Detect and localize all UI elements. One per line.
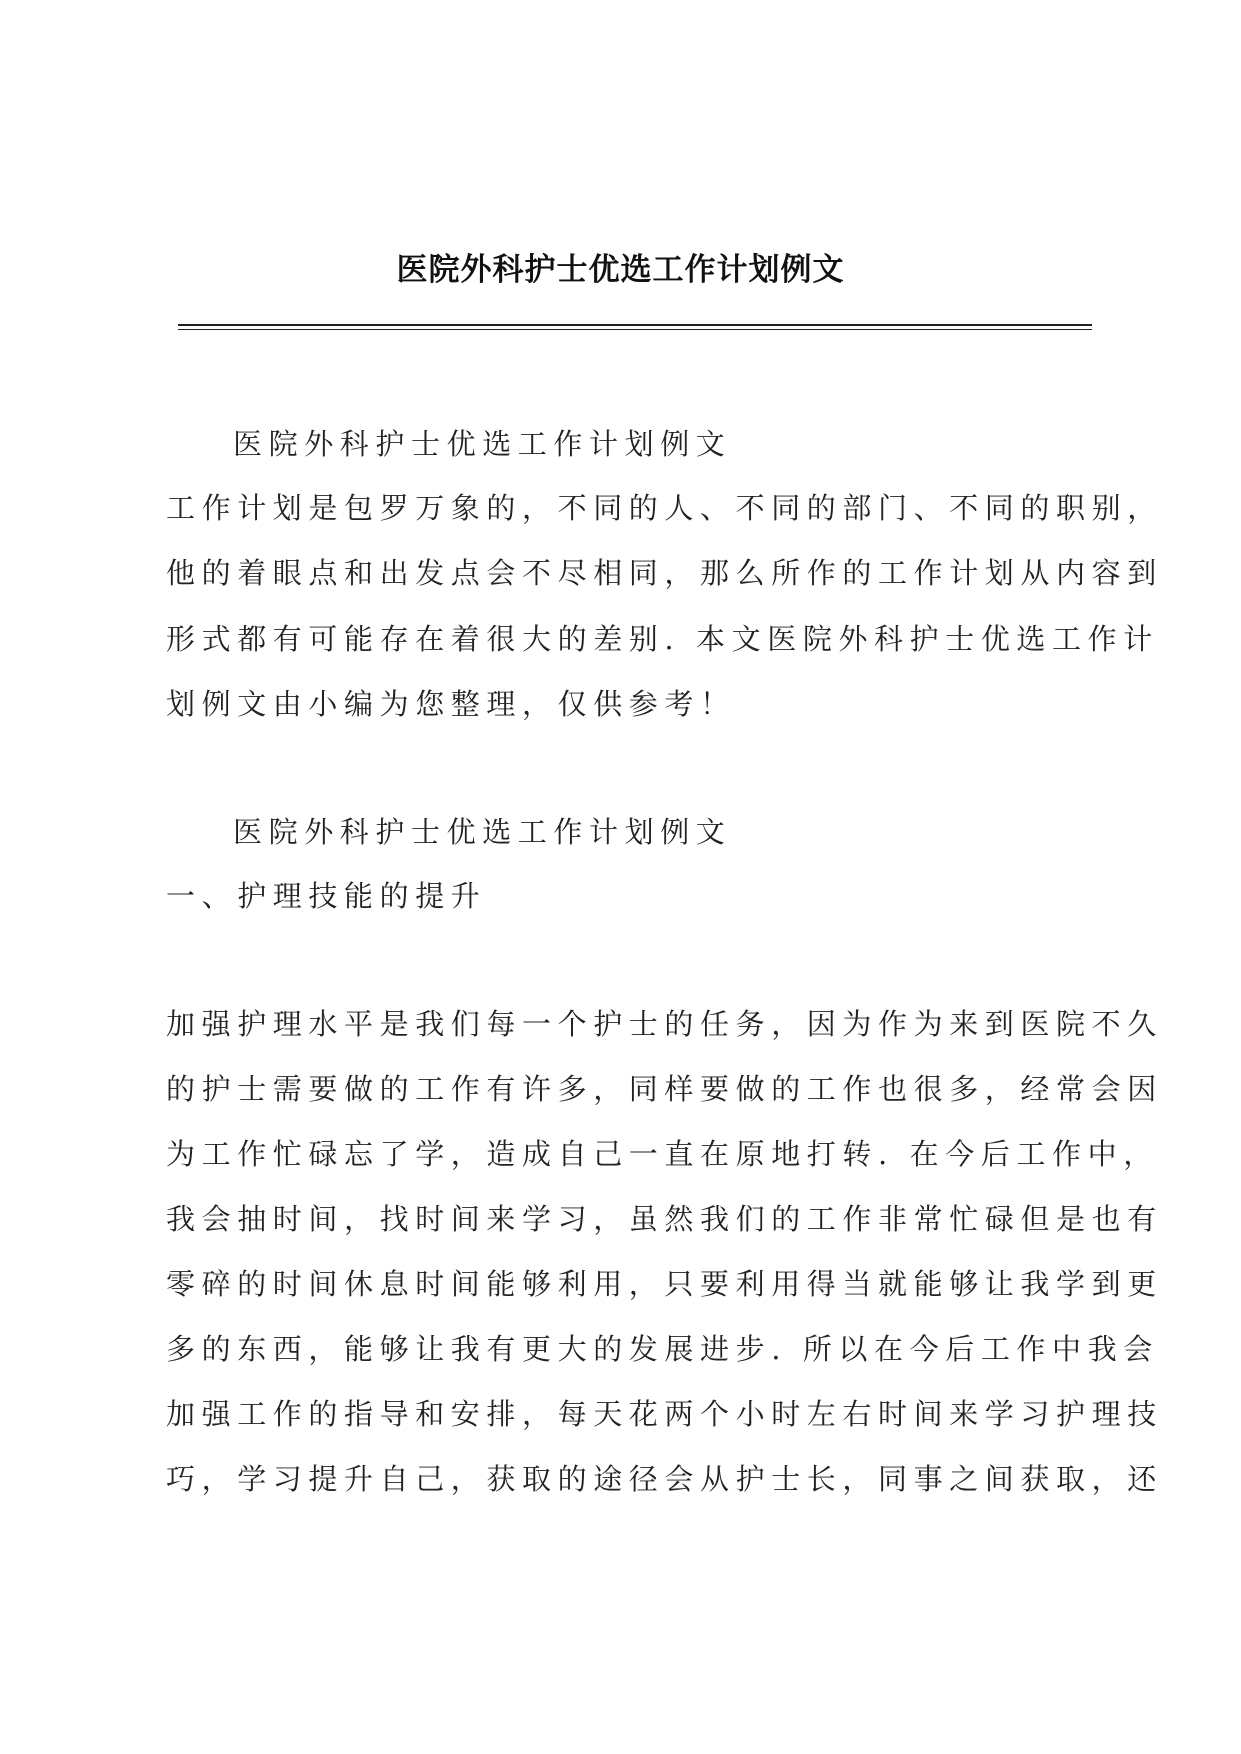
body-line-2: 的护士需要做的工作有许多，同样要做的工作也很多，经常会因	[166, 1072, 1163, 1106]
title-double-rule	[178, 324, 1092, 330]
intro-line-2: 他的着眼点和出发点会不尽相同，那么所作的工作计划从内容到	[166, 556, 1163, 590]
section-heading: 医院外科护士优选工作计划例文	[233, 815, 732, 849]
body-line-7: 加强工作的指导和安排，每天花两个小时左右时间来学习护理技	[166, 1397, 1163, 1431]
subsection-heading: 一、护理技能的提升	[166, 879, 487, 913]
document-title: 医院外科护士优选工作计划例文	[396, 252, 845, 288]
body-line-1: 加强护理水平是我们每一个护士的任务，因为作为来到医院不久	[166, 1007, 1163, 1041]
intro-line-1: 工作计划是包罗万象的，不同的人、不同的部门、不同的职别，	[166, 491, 1163, 525]
intro-line-3: 形式都有可能存在着很大的差别. 本文医院外科护士优选工作计	[166, 622, 1159, 656]
body-line-4: 我会抽时间，找时间来学习，虽然我们的工作非常忙碌但是也有	[166, 1202, 1163, 1236]
body-line-6: 多的东西，能够让我有更大的发展进步. 所以在今后工作中我会	[166, 1332, 1159, 1366]
body-line-5: 零碎的时间休息时间能够利用，只要利用得当就能够让我学到更	[166, 1267, 1163, 1301]
body-line-3: 为工作忙碌忘了学，造成自己一直在原地打转. 在今后工作中，	[166, 1137, 1159, 1171]
body-line-8: 巧，学习提升自己，获取的途径会从护士长，同事之间获取，还	[166, 1462, 1163, 1496]
subtitle-line: 医院外科护士优选工作计划例文	[233, 427, 732, 461]
intro-line-4: 划例文由小编为您整理，仅供参考！	[166, 687, 736, 721]
